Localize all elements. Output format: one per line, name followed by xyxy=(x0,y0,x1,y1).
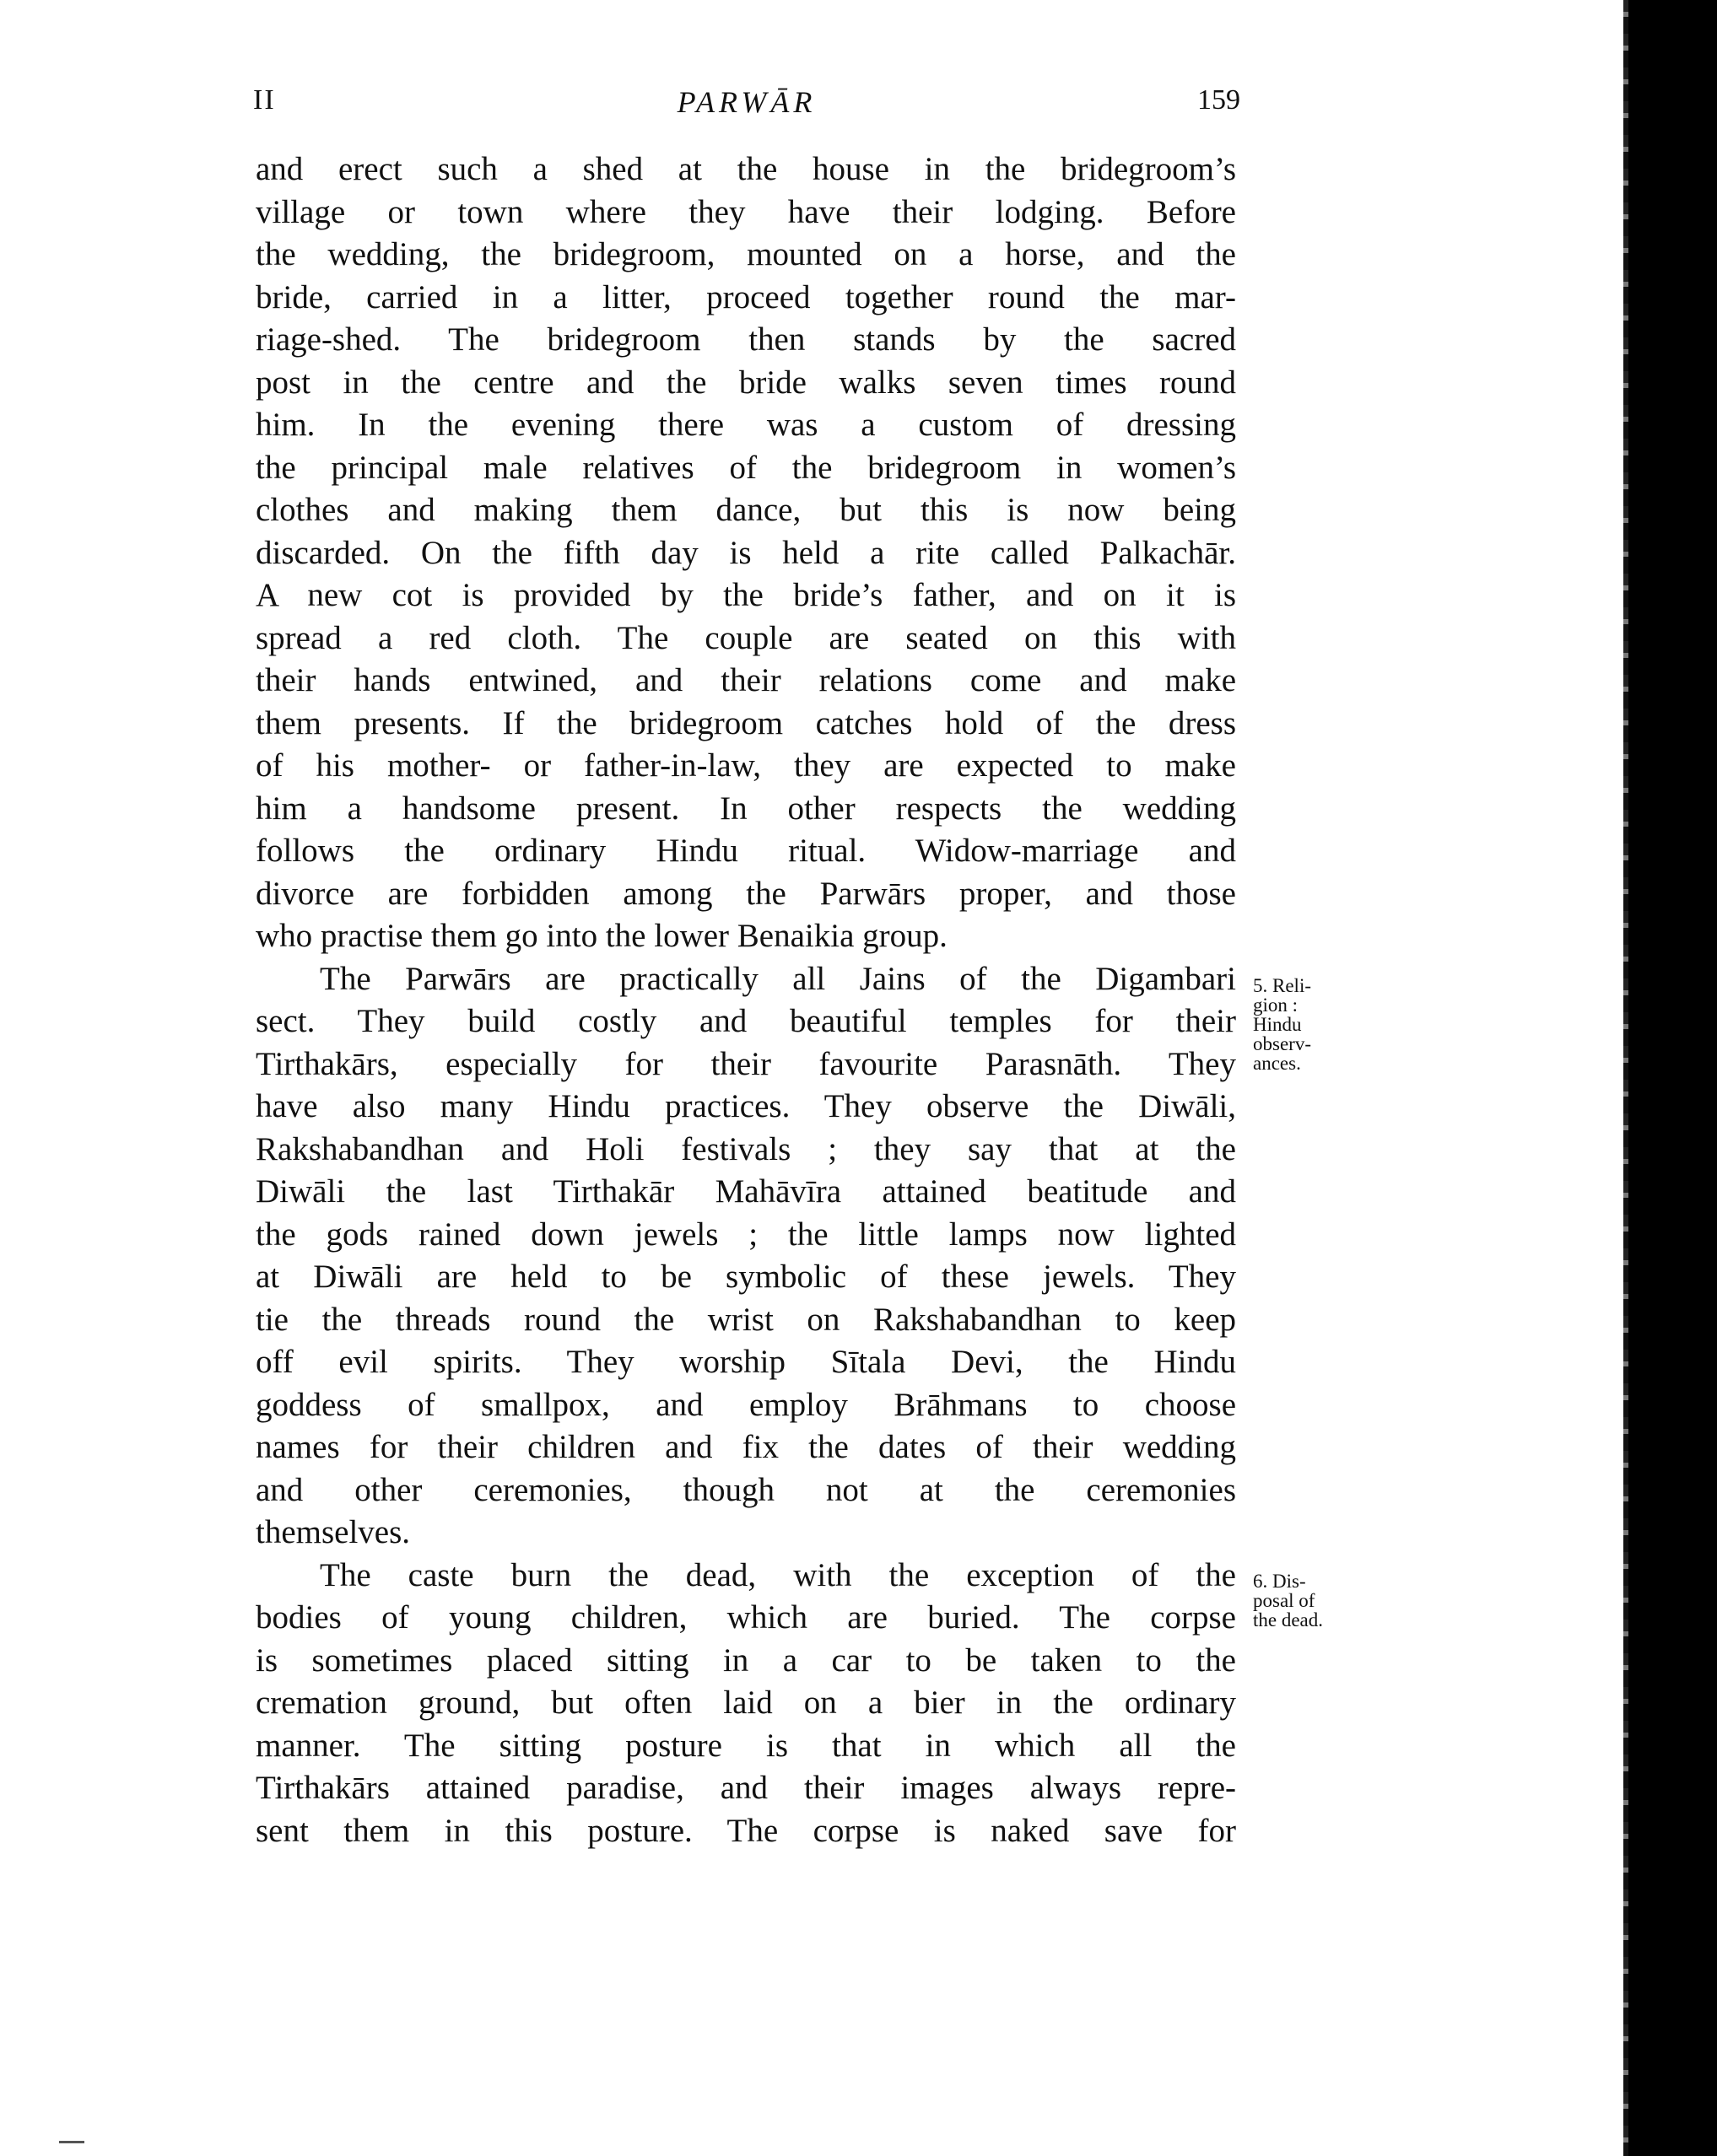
text-line: is sometimes placed sitting in a car to be taken to the xyxy=(256,1641,1236,1679)
text-line: bodies of young children, which are buried. The corpse xyxy=(256,1599,1236,1636)
text-line: tie the threads round the wrist on Rakshabandhan to keep xyxy=(256,1301,1236,1338)
margin-note-line: 5. Reli- xyxy=(1253,975,1311,996)
margin-note-line: 6. Dis- xyxy=(1253,1571,1306,1592)
paragraph-start: The Parwārs are practically all Jains of the Digambari xyxy=(320,960,1236,997)
chapter-numeral: II xyxy=(253,84,276,116)
text-line: off evil spirits. They worship Sītala Devi, the Hindu xyxy=(256,1344,1236,1380)
body-text xyxy=(256,148,1236,1852)
text-line: Rakshabandhan and Holi festivals ; they say that at the xyxy=(256,1130,1236,1167)
text-line: at Diwāli are held to be symbolic of these jewels. They xyxy=(256,1259,1236,1295)
margin-note-religion xyxy=(1253,976,1380,1073)
running-header xyxy=(253,84,1240,127)
text-line: the wedding, the bridegroom, mounted on a horse, and the xyxy=(256,236,1236,272)
text-line: village or town where they have their lodging. Before xyxy=(256,193,1236,230)
scan-mark xyxy=(59,2141,84,2143)
margin-note-line: observ- xyxy=(1253,1033,1311,1054)
margin-note-line: ances. xyxy=(1253,1053,1301,1074)
margin-note-line: the dead. xyxy=(1253,1609,1324,1630)
text-line: Diwāli the last Tirthakār Mahāvīra attained beatitude and xyxy=(256,1173,1236,1210)
text-line: and erect such a shed at the house in the bridegroom’s xyxy=(256,151,1236,187)
text-line: who practise them go into the lower Benaikia group. xyxy=(256,918,948,954)
text-line: manner. The sitting posture is that in which all the xyxy=(256,1727,1236,1764)
text-line: Tirthakārs attained paradise, and their images always repre- xyxy=(256,1770,1236,1806)
text-line: cremation ground, but often laid on a bier in the ordinary xyxy=(256,1684,1236,1721)
text-line: riage-shed. The bridegroom then stands by the sacred xyxy=(256,321,1236,358)
text-line: them presents. If the bridegroom catches hold of the dress xyxy=(256,704,1236,741)
text-line: and other ceremonies, though not at the ceremonies xyxy=(256,1471,1236,1508)
text-line: him. In the evening there was a custom of dressing xyxy=(256,407,1236,443)
margin-note-line: posal of xyxy=(1253,1590,1315,1611)
text-line: A new cot is provided by the bride’s father, and on it is xyxy=(256,577,1236,613)
text-line: sect. They build costly and beautiful temples for their xyxy=(256,1003,1236,1039)
text-line: have also many Hindu practices. They observe the Diwāli, xyxy=(256,1088,1236,1124)
text-line: bride, carried in a litter, proceed together round the mar- xyxy=(256,278,1236,315)
page-number: 159 xyxy=(1197,84,1240,116)
margin-note-line: Hindu xyxy=(1253,1014,1302,1035)
text-line: the gods rained down jewels ; the little lamps now lighted xyxy=(256,1215,1236,1253)
text-line: discarded. On the fifth day is held a rite called Palkachār. xyxy=(256,534,1236,571)
text-line: their hands entwined, and their relations come and make xyxy=(256,662,1236,698)
text-line: clothes and making them dance, but this is now being xyxy=(256,492,1236,528)
page-title: PARWĀR xyxy=(677,85,817,119)
text-line: post in the centre and the bride walks seven times round xyxy=(256,364,1236,401)
text-line: the principal male relatives of the bridegroom in women’s xyxy=(256,449,1236,486)
text-line: names for their children and fix the dates of their wedding xyxy=(256,1429,1236,1465)
book-edge xyxy=(1628,0,1717,2156)
text-line: divorce are forbidden among the Parwārs proper, and those xyxy=(256,875,1236,912)
text-line: spread a red cloth. The couple are seated on this with xyxy=(256,619,1236,656)
paragraph-start: The caste burn the dead, with the exception of the xyxy=(320,1556,1236,1593)
margin-note-line: gion : xyxy=(1253,994,1299,1016)
text-line: themselves. xyxy=(256,1514,411,1550)
margin-note-disposal xyxy=(1253,1571,1380,1630)
text-line: sent them in this posture. The corpse is naked save for xyxy=(256,1812,1236,1849)
text-line: of his mother- or father-in-law, they are expected to make xyxy=(256,747,1236,784)
text-line: goddess of smallpox, and employ Brāhmans to choose xyxy=(256,1386,1236,1423)
text-line: him a handsome present. In other respects the wedding xyxy=(256,790,1236,827)
text-line: follows the ordinary Hindu ritual. Widow-marriage and xyxy=(256,833,1236,869)
text-line: Tirthakārs, especially for their favourite Parasnāth. They xyxy=(256,1045,1236,1082)
